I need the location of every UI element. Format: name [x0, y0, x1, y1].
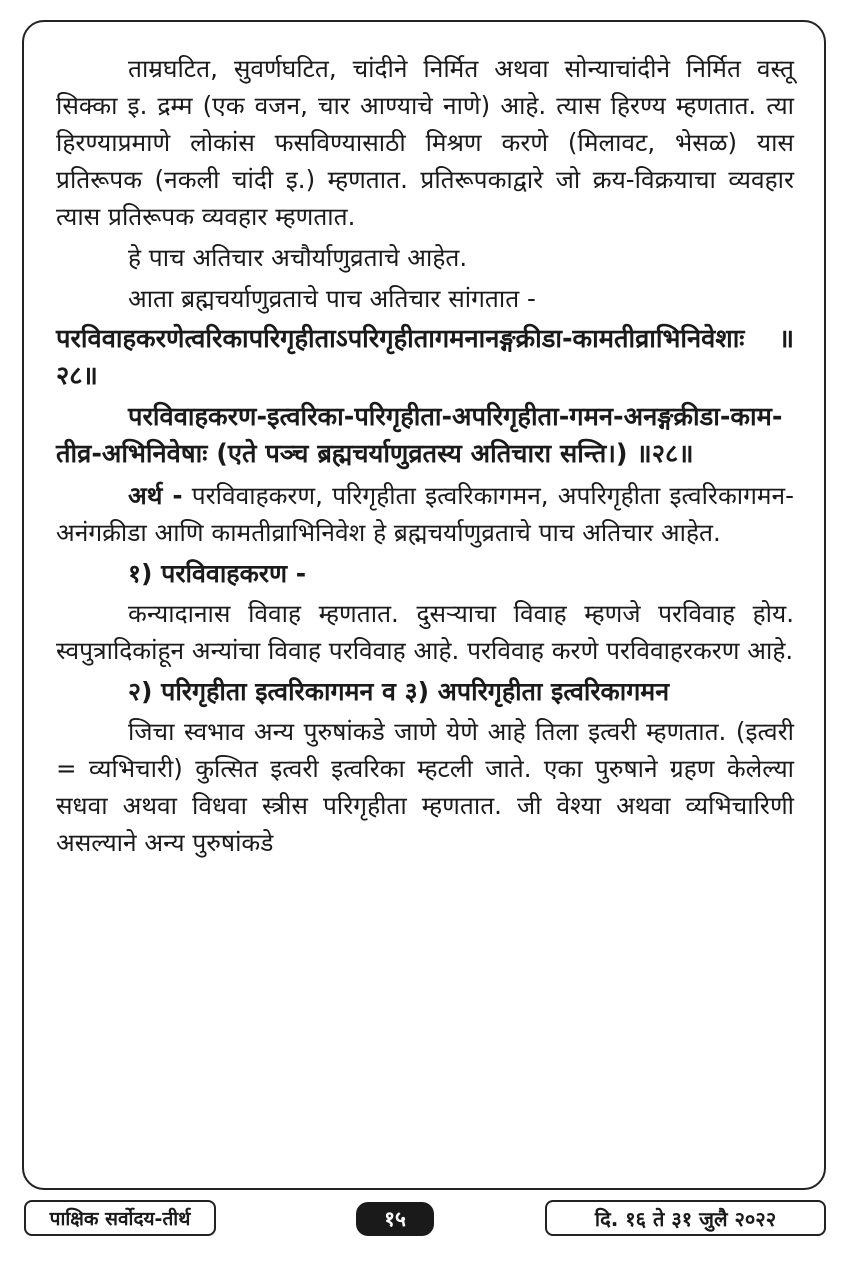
heading-itvarika: २) परिगृहीता इत्वरिकागमन व ३) अपरिगृहीता इत्वरिकागमन — [128, 677, 670, 706]
page-body — [56, 50, 794, 865]
meaning-label: अर्थ - — [128, 481, 183, 510]
heading-paravivahakaran: १) परविवाहकरण - — [128, 559, 307, 588]
meaning-text: परविवाहकरण, परिगृहीता इत्वरिकागमन, अपरिगृहीता इत्वरिकागमन-अनंगक्रीडा आणि कामतीव्राभिनिवेश हे ब्रह्मचर्याणुव्रताचे पाच अतिचार आहेत. — [56, 481, 794, 547]
sutra-28-split: परविवाहकरण-इत्वरिका-परिगृहीता-अपरिगृहीता-गमन-अनङ्गक्रीडा-काम-तीव्र-अभिनिवेषाः (एते पञ्च ब्रह्मचर्याणुव्रतस्य अतिचारा सन्ति।) ॥२८॥ — [56, 402, 783, 469]
issue-date: दि. १६ ते ३१ जुलै २०२२ — [545, 1200, 826, 1236]
paragraph-summary: हे पाच अतिचार अचौर्याणुव्रताचे आहेत. — [128, 243, 468, 272]
paragraph-intro: आता ब्रह्मचर्याणुव्रताचे पाच अतिचार सांगतात - — [128, 284, 536, 313]
page-number: १५ — [356, 1202, 434, 1236]
magazine-name: पाक्षिक सर्वोदय-तीर्थ — [24, 1200, 216, 1236]
paragraph-itvari: जिचा स्वभाव अन्य पुरुषांकडे जाणे येणे आहे तिला इत्वरी म्हणतात. (इत्वरी = व्यभिचारी) कुत्सित इत्वरी इत्वरिका म्हटली जाते. एका पुरुषाने ग्रहण केलेल्या सधवा अथवा विधवा स्त्रीस परिगृहीता म्हणतात. जी वेश्या अथवा व्यभिचारिणी असल्याने अन्य पुरुषांकडे — [56, 717, 794, 857]
paragraph-hiranya: ताम्रघटित, सुवर्णघटित, चांदीने निर्मित अथवा सोन्याचांदीने निर्मित वस्तू सिक्का इ. द्रम्म (एक वजन, चार आण्याचे नाणे) आहे. त्यास हिरण्य म्हणतात. त्या हिरण्याप्रमाणे लोकांस फसविण्यासाठी मिश्रण करणे (मिलावट, भेसळ) यास प्रतिरूपक (नकली चांदी इ.) म्हणतात. प्रतिरूपकाद्वारे जो क्रय-विक्रयाचा व्यवहार त्यास प्रतिरूपक व्यवहार म्हणतात. — [56, 54, 794, 231]
page-footer — [0, 1200, 850, 1240]
sutra-28: परविवाहकरणेत्वरिकापरिगृहीताऽपरिगृहीतागमनानङ्गक्रीडा-कामतीव्राभिनिवेशाः ॥२८॥ — [56, 324, 794, 391]
paragraph-paravivah: कन्यादानास विवाह म्हणतात. दुसऱ्याचा विवाह म्हणजे परविवाह होय. स्वपुत्रादिकांहून अन्यांचा विवाह परविवाह आहे. परविवाह करणे परविवाहरकरण आहे. — [56, 599, 794, 665]
paragraph-meaning — [56, 477, 794, 551]
